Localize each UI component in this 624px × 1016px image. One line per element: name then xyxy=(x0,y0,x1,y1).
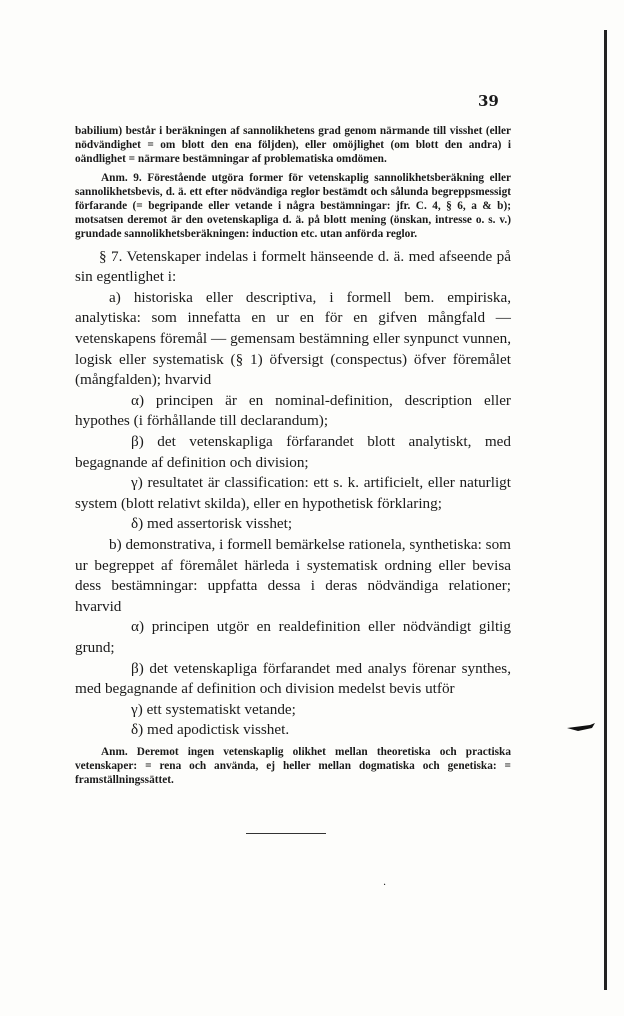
item-a-historical: a) historiska eller descriptiva, i formell bem. empiriska, analytiska: som innefatta en ur en för en gifven mångfald — vetenskapens föremål — gemensam bestämning eller synpunct vunnen, logisk eller systematisk (§ 1) öfversigt (conspectus) öfver föremålet (mångfalden); hvarvid xyxy=(75,288,511,389)
book-spine-edge xyxy=(604,30,607,990)
item-b-alpha: α) principen utgör en realdefinition eller nödvändigt giltig grund; xyxy=(75,618,511,656)
item-a-gamma: γ) resultatet är classification: ett s. k. artificielt, eller naturligt system (blott relativt skilda), eller en hypothetisk förklaring; xyxy=(75,474,511,512)
item-a-alpha: α) principen är en nominal-definition, description eller hypothes (i förhållande till declarandum); xyxy=(75,391,511,430)
item-b-gamma: γ) ett systematiskt vetande; xyxy=(131,700,296,718)
page-body xyxy=(75,88,511,787)
item-b-delta: δ) med apodictisk visshet. xyxy=(131,721,290,739)
item-a-delta: δ) med assertorisk visshet; xyxy=(131,515,293,533)
footer-rule xyxy=(246,833,326,834)
page-number: 39 xyxy=(478,92,499,110)
item-b-demonstrative: b) demonstrativa, i formell bemärkelse rationela, synthetiska: som ur begreppet af föremålet härleda i systematisk ordning eller bevisa dess bestämningar: uppfatta dessa i deras nödvändiga relationer; hvarvid xyxy=(75,535,511,615)
note-9: Anm. 9. Förestående utgöra former för vetenskaplig sannolikhetsberäkning eller sannolikhetsbevis, d. ä. ett efter nödvändiga reglor bestämdt och sålunda begreppsmessigt förfarande (= begripande eller vetande i några bestämningar: jfr. C. 4, § 6, a & b); motsatsen deremot är den ovetenskapliga d. ä. på blott mening (önskan, intresse o. s. v.) grundade sannolikhetsberäkningen: induction etc. utan anförda reglor. xyxy=(75,171,511,241)
section-7-heading: § 7. Vetenskaper indelas i formelt hänseende d. ä. med afseende på sin egentlighet i: xyxy=(75,247,511,286)
item-b-beta: β) det vetenskapliga förfarandet med analys förenar synthes, med begagnande af definition och division medelst bevis utför xyxy=(75,659,511,698)
ink-mark-icon xyxy=(566,722,596,732)
paragraph-probability: babilium) består i beräkningen af sannolikhetens grad genom närmande till visshet (eller nödvändighet = om blott den ena följden), eller omöjlighet (om blott den andra) i oändlighet = närmare bestämningar af problematiska omdömen. xyxy=(75,125,511,166)
ink-speck: · xyxy=(383,880,387,891)
note-final: Anm. Deremot ingen vetenskaplig olikhet mellan theoretiska och practiska vetenskaper: = rena och använda, ej heller mellan dogmatiska och genetiska: = framställningssättet. xyxy=(75,745,511,787)
item-a-beta: β) det vetenskapliga förfarandet blott analytiskt, med begagnande af definition och division; xyxy=(75,432,511,471)
